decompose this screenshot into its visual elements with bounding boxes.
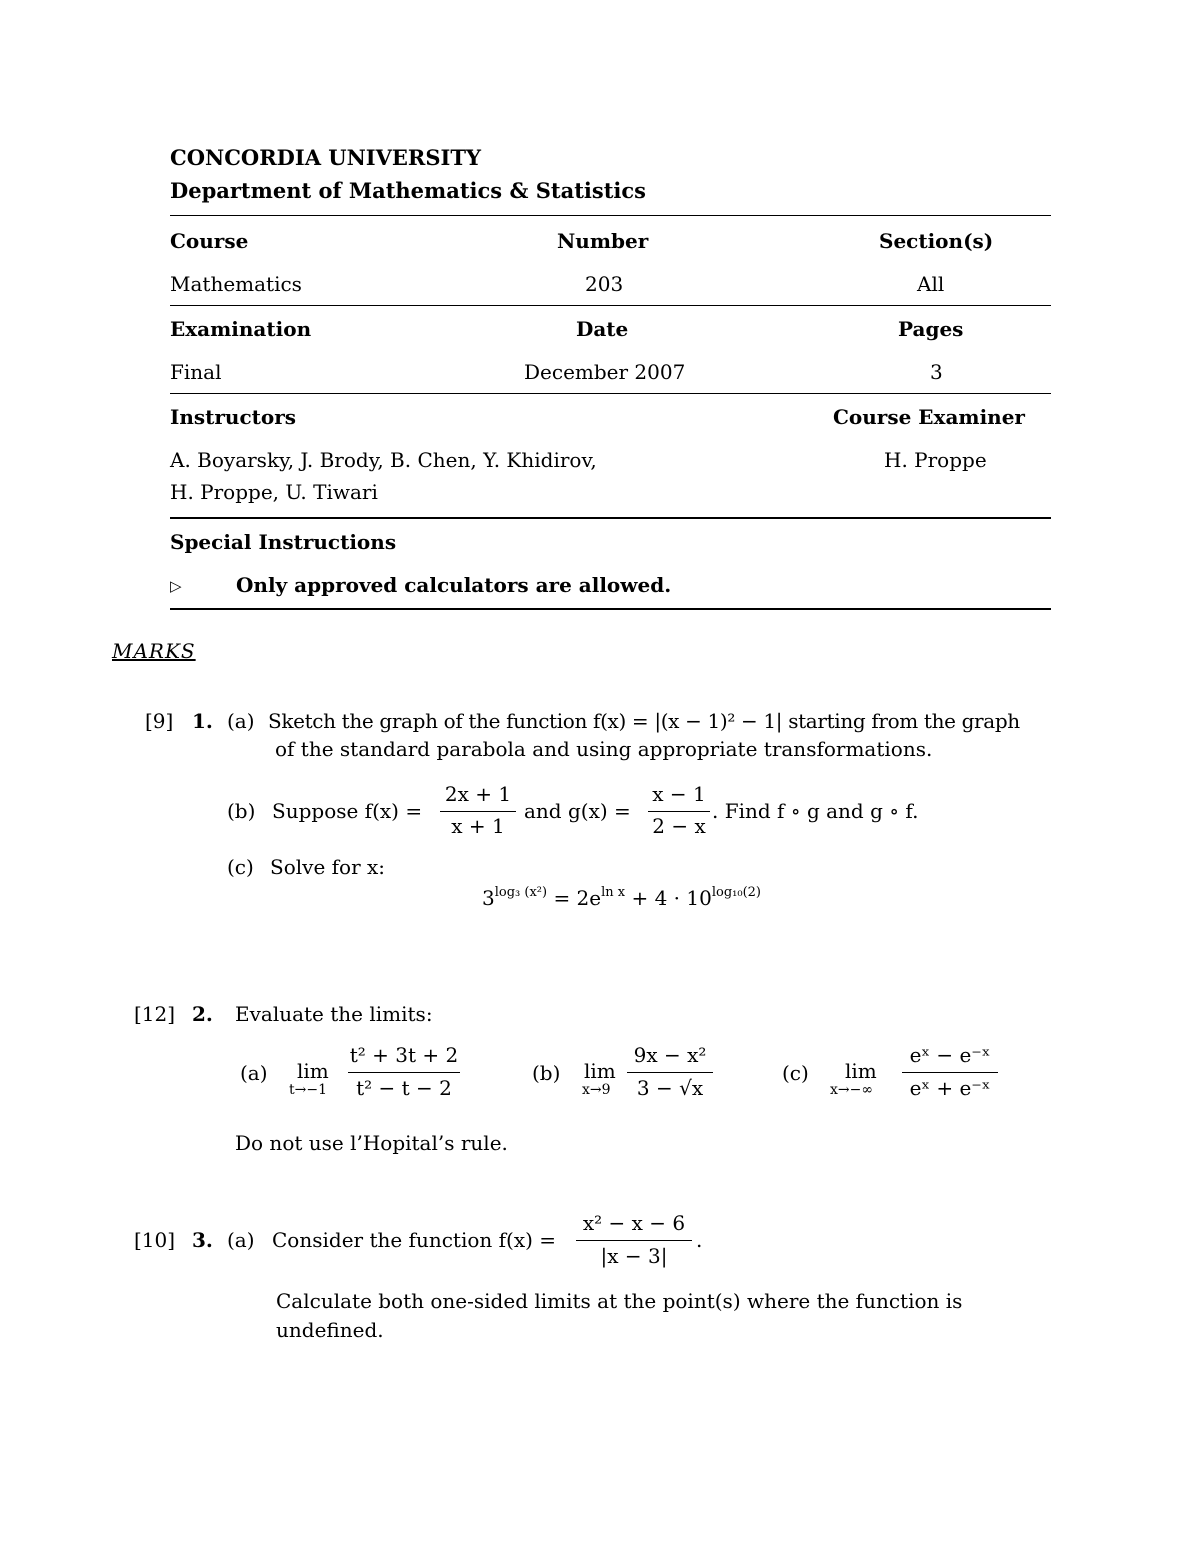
q1c-eq-exponent3: log₁₀(2) bbox=[711, 885, 762, 900]
q2b-label: (b) bbox=[532, 1061, 561, 1085]
q2-text: Evaluate the limits: bbox=[235, 1002, 433, 1026]
q1b-g-denominator: 2 − x bbox=[652, 814, 706, 838]
q2-marks: [12] bbox=[134, 1002, 176, 1026]
table-rule bbox=[170, 393, 1051, 394]
q2b-numerator: 9x − x² bbox=[633, 1043, 707, 1067]
q1c-text: Solve for x: bbox=[270, 855, 386, 879]
triangle-bullet-icon: ▷ bbox=[170, 577, 182, 595]
q2c-denominator: eˣ + e⁻ˣ bbox=[909, 1076, 991, 1100]
date-value: December 2007 bbox=[524, 360, 686, 384]
q1a-text-line2: of the standard parabola and using appropriate transformations. bbox=[275, 737, 933, 761]
q2-note: Do not use l’Hopital’s rule. bbox=[235, 1131, 508, 1155]
pages-label: Pages bbox=[898, 317, 964, 341]
q2b-lim: lim bbox=[584, 1059, 616, 1083]
q2a-lim: lim bbox=[297, 1059, 329, 1083]
q3-number: 3. bbox=[192, 1228, 213, 1252]
examiner-value: H. Proppe bbox=[884, 448, 987, 472]
q3a-label: (a) bbox=[227, 1228, 255, 1252]
date-label: Date bbox=[576, 317, 629, 341]
q2a-label: (a) bbox=[240, 1061, 268, 1085]
q1b-f-numerator: 2x + 1 bbox=[444, 782, 512, 806]
q1b-find: . Find f ∘ g and g ∘ f. bbox=[712, 799, 919, 823]
fraction-bar bbox=[902, 1072, 998, 1073]
q2c-lim: lim bbox=[845, 1059, 877, 1083]
q1b-suppose: Suppose f(x) = bbox=[272, 799, 423, 823]
fraction-bar bbox=[576, 1240, 692, 1241]
q2a-denominator: t² − t − 2 bbox=[356, 1076, 452, 1100]
fraction-bar bbox=[627, 1072, 713, 1073]
fraction-bar bbox=[348, 1072, 460, 1073]
table-rule bbox=[170, 215, 1051, 216]
q1c-eq-exponent1: log₃ (x²) bbox=[494, 885, 548, 900]
q2a-numerator: t² + 3t + 2 bbox=[349, 1043, 459, 1067]
examiner-label: Course Examiner bbox=[833, 405, 1025, 429]
q3a-text-line2: Calculate both one-sided limits at the point(s) where the function is bbox=[276, 1289, 963, 1313]
q1a-text-line1: Sketch the graph of the function f(x) = |(x − 1)² − 1| starting from the graph bbox=[268, 709, 1020, 733]
q1a-label: (a) bbox=[227, 709, 255, 733]
table-rule bbox=[170, 517, 1051, 519]
instructors-line1: A. Boyarsky, J. Brody, B. Chen, Y. Khidirov, bbox=[170, 448, 597, 472]
q1c-eq-base: 3 bbox=[482, 886, 495, 910]
q2b-lim-subscript: x→9 bbox=[582, 1082, 611, 1098]
instructors-label: Instructors bbox=[170, 405, 297, 429]
table-rule bbox=[170, 305, 1051, 306]
q1b-f-denominator: x + 1 bbox=[451, 814, 505, 838]
q1c-eq-middle: = 2e bbox=[553, 886, 602, 910]
sections-value: All bbox=[917, 272, 945, 296]
table-rule bbox=[170, 608, 1051, 610]
q2b-denominator: 3 − √x bbox=[636, 1076, 704, 1100]
q3a-text-line3: undefined. bbox=[276, 1318, 384, 1342]
course-label: Course bbox=[170, 229, 249, 253]
q2-number: 2. bbox=[192, 1002, 213, 1026]
q1-marks: [9] bbox=[145, 709, 174, 733]
pages-value: 3 bbox=[930, 360, 943, 384]
q1-number: 1. bbox=[192, 709, 213, 733]
special-instructions-label: Special Instructions bbox=[170, 530, 397, 554]
fraction-bar bbox=[648, 811, 710, 812]
q3a-text: Consider the function f(x) = bbox=[272, 1228, 557, 1252]
fraction-bar bbox=[440, 811, 516, 812]
q2c-label: (c) bbox=[782, 1061, 809, 1085]
q1c-equation bbox=[482, 886, 761, 910]
q3a-period: . bbox=[696, 1228, 703, 1252]
course-value: Mathematics bbox=[170, 272, 302, 296]
q3a-numerator: x² − x − 6 bbox=[582, 1211, 686, 1235]
instructors-line2: H. Proppe, U. Tiwari bbox=[170, 480, 378, 504]
q1c-eq-exponent2: ln x bbox=[601, 885, 626, 900]
marks-heading: MARKS bbox=[112, 639, 196, 663]
q1b-and-g: and g(x) = bbox=[524, 799, 631, 823]
special-instruction-text: Only approved calculators are allowed. bbox=[236, 573, 672, 597]
q1b-g-numerator: x − 1 bbox=[652, 782, 706, 806]
number-label: Number bbox=[557, 229, 649, 253]
exam-label: Examination bbox=[170, 317, 312, 341]
q2c-lim-subscript: x→−∞ bbox=[830, 1082, 874, 1098]
exam-value: Final bbox=[170, 360, 222, 384]
q1c-label: (c) bbox=[227, 855, 254, 879]
q2a-lim-subscript: t→−1 bbox=[289, 1082, 327, 1098]
department-name: Department of Mathematics & Statistics bbox=[170, 178, 646, 203]
q3-marks: [10] bbox=[134, 1228, 176, 1252]
number-value: 203 bbox=[585, 272, 624, 296]
q3a-denominator: |x − 3| bbox=[600, 1244, 668, 1268]
university-name: CONCORDIA UNIVERSITY bbox=[170, 145, 481, 170]
q1c-eq-middle2: + 4 · 10 bbox=[631, 886, 712, 910]
q2c-numerator: eˣ − e⁻ˣ bbox=[909, 1043, 991, 1067]
q1b-label: (b) bbox=[227, 799, 256, 823]
sections-label: Section(s) bbox=[879, 229, 994, 253]
